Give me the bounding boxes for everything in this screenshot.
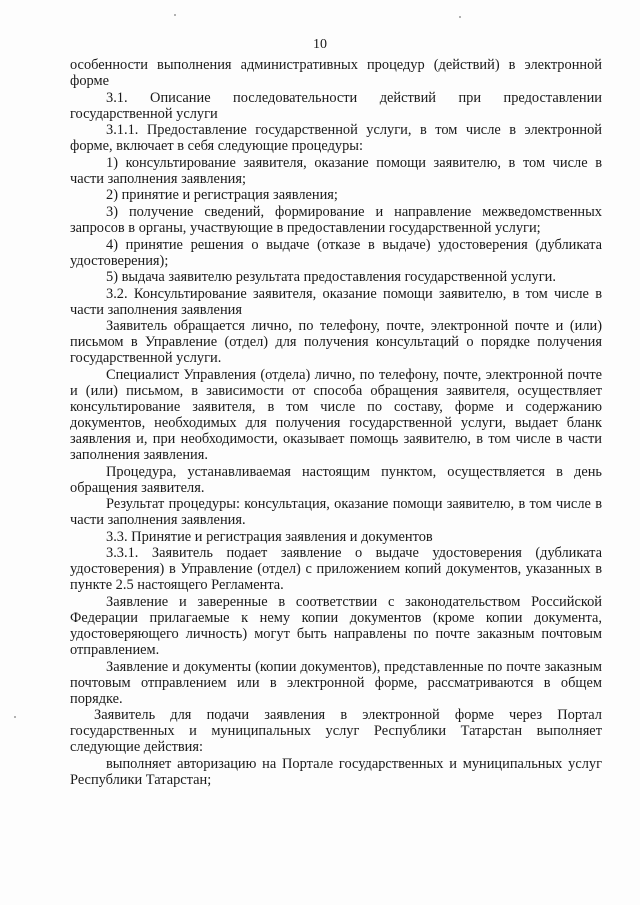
paragraph: Процедура, устанавливаемая настоящим пунктом, осуществляется в день обращения заявителя. bbox=[70, 463, 602, 496]
section-heading: 3.2. Консультирование заявителя, оказание помощи заявителю, в том числе в части заполнения заявления bbox=[70, 285, 602, 318]
paragraph: Результат процедуры: консультация, оказание помощи заявителю, в том числе в части заполнения заявления. bbox=[70, 496, 602, 529]
page-number: 10 bbox=[313, 37, 327, 52]
list-item: 4) принятие решения о выдаче (отказе в выдаче) удостоверения (дубликата удостоверения); bbox=[70, 236, 602, 269]
paragraph: выполняет авторизацию на Портале государственных и муниципальных услуг Республики Татарстан; bbox=[70, 755, 602, 788]
scan-speck bbox=[459, 16, 461, 18]
list-item: 1) консультирование заявителя, оказание помощи заявителю, в том числе в части заполнения заявления; bbox=[70, 154, 602, 187]
paragraph: Заявитель обращается лично, по телефону, почте, электронной почте и (или) письмом в Управление (отдел) для получения консультаций о порядке получения государственной услуги. bbox=[70, 318, 602, 367]
section-heading: 3.1. Описание последовательности действий при предоставлении государственной услуги bbox=[70, 89, 602, 122]
paragraph: 3.3.1. Заявитель подает заявление о выдаче удостоверения (дубликата удостоверения) в Управление (отдел) с приложением копий документов, указанных в пункте 2.5 настоящего Регламента. bbox=[70, 545, 602, 594]
list-item: 5) выдача заявителю результата предоставления государственной услуги. bbox=[106, 269, 556, 286]
section-heading: 3.3. Принятие и регистрация заявления и документов bbox=[106, 528, 433, 545]
scan-speck bbox=[14, 716, 16, 718]
list-item: 2) принятие и регистрация заявления; bbox=[106, 187, 338, 204]
document-body bbox=[70, 57, 602, 788]
list-item: 3) получение сведений, формирование и направление межведомственных запросов в органы, участвующие в предоставлении государственной услуги; bbox=[70, 203, 602, 236]
scan-speck bbox=[174, 14, 176, 16]
paragraph: Специалист Управления (отдела) лично, по телефону, почте, электронной почте и (или) письмом, в зависимости от способа обращения заявителя, осуществляет консультирование заявителя, в том числе по составу, форме и содержанию документов, необходимых для получения государственной услуги, выдает бланк заявления и, при необходимости, оказывает помощь заявителю, в том числе в части заполнения заявления. bbox=[70, 366, 602, 463]
paragraph: Заявление и документы (копии документов), представленные по почте заказным почтовым отправлением или в электронной форме, рассматриваются в общем порядке. bbox=[70, 658, 602, 707]
paragraph: Заявитель для подачи заявления в электронной форме через Портал государственных и муниципальных услуг Республики Татарстан выполняет следующие действия: bbox=[70, 707, 602, 756]
paragraph: особенности выполнения административных процедур (действий) в электронной форме bbox=[70, 57, 602, 89]
paragraph: 3.1.1. Предоставление государственной услуги, в том числе в электронной форме, включает в себя следующие процедуры: bbox=[70, 122, 602, 155]
paragraph: Заявление и заверенные в соответствии с законодательством Российской Федерации прилагаемые к нему копии документов (кроме копии документа, удостоверяющего личность) могут быть направлены по почте заказным почтовым отправлением. bbox=[70, 593, 602, 658]
